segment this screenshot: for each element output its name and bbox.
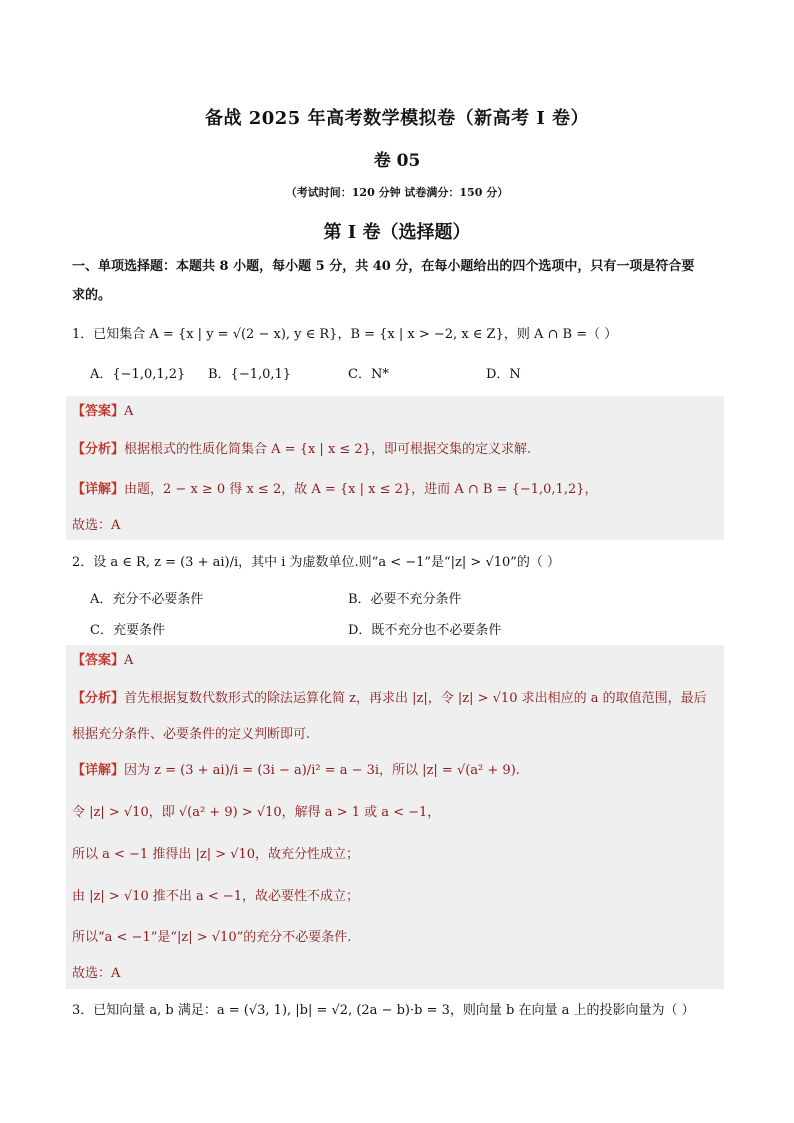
q2-detail-line-3: 所以 a < −1 推得出 |z| > √10，故充分性成立；	[72, 847, 360, 862]
q2-conclusion	[72, 965, 120, 983]
q2-conclusion-prefix: 故选：	[72, 966, 112, 981]
q2-detail-tag: 【详解】	[72, 763, 125, 778]
q1-stem: 1．已知集合 A = {x | y = √(2 − x), y ∈ R}，B = {x | x > −2, x ∈ Z}，则 A ∩ B =（ ）	[72, 327, 618, 342]
q1-option-d: D．N	[486, 367, 521, 382]
q2-conclusion-answer: A	[111, 966, 121, 981]
q1-answer-value: A	[124, 404, 134, 419]
q1-detail-tag: 【详解】	[72, 482, 125, 497]
q1-analysis-text: 根据根式的性质化简集合 A = {x | x ≤ 2}，即可根据交集的定义求解.	[124, 442, 532, 457]
q2-detail-line-1	[72, 762, 520, 780]
q2-detail-line-4: 由 |z| > √10 推不出 a < −1，故必要性不成立；	[72, 889, 360, 904]
q2-option-d: D．既不充分也不必要条件	[348, 623, 502, 638]
q2-answer-value: A	[124, 653, 134, 668]
q2-detail-line-5: 所以“a < −1”是“|z| > √10”的充分不必要条件.	[72, 930, 352, 945]
q2-answer-tag: 【答案】	[72, 653, 125, 668]
q1-detail	[72, 481, 598, 499]
q1-solution-box	[66, 396, 724, 540]
q1-conclusion-answer: A	[111, 518, 121, 533]
q1-answer-tag: 【答案】	[72, 404, 125, 419]
exam-subtitle: 卷 05	[373, 151, 421, 171]
exam-title: 备战 2025 年高考数学模拟卷（新高考 I 卷）	[204, 108, 590, 129]
q1-option-b: B．{−1,0,1}	[208, 367, 292, 382]
q1-conclusion	[72, 517, 120, 535]
q3-stem: 3．已知向量 a, b 满足：a = (√3, 1), |b| = √2, (2a − b)·b = 3，则向量 b 在向量 a 上的投影向量为（ ）	[72, 1003, 695, 1018]
q1-conclusion-prefix: 故选：	[72, 518, 112, 533]
exam-info: （考试时间：120 分钟 试卷满分：150 分）	[285, 186, 509, 199]
section-title: 第 I 卷（选择题）	[323, 222, 471, 243]
q2-detail-text-1: 因为 z = (3 + ai)/i = (3i − a)/i² = a − 3i，所以 |z| = √(a² + 9).	[124, 763, 520, 778]
q2-detail-line-2: 令 |z| > √10，即 √(a² + 9) > √10，解得 a > 1 或 a < −1，	[72, 805, 441, 820]
q2-stem: 2．设 a ∈ R, z = (3 + ai)/i，其中 i 为虚数单位.则“a < −1”是“|z| > √10”的（ ）	[72, 555, 561, 570]
q2-analysis-line-2: 根据充分条件、必要条件的定义判断即可.	[72, 727, 311, 742]
q2-analysis-text-1: 首先根据复数代数形式的除法运算化简 z，再求出 |z|，令 |z| > √10 求出相应的 a 的取值范围，最后	[124, 691, 707, 706]
q2-answer	[72, 652, 133, 670]
q2-analysis-line-1	[72, 690, 707, 708]
q1-answer	[72, 403, 133, 421]
instructions-line-1: 一、单项选择题：本题共 8 小题，每小题 5 分，共 40 分，在每小题给出的四个选项中，只有一项是符合要	[72, 259, 695, 274]
q1-analysis	[72, 441, 531, 459]
q2-option-b: B．必要不充分条件	[348, 592, 462, 607]
q2-option-a: A．充分不必要条件	[90, 592, 204, 607]
q2-analysis-tag: 【分析】	[72, 691, 125, 706]
q1-analysis-tag: 【分析】	[72, 442, 125, 457]
q2-option-c: C．充要条件	[90, 623, 165, 638]
q1-option-c: C．N*	[348, 367, 389, 382]
q1-option-a: A．{−1,0,1,2}	[90, 367, 186, 382]
instructions-line-2: 求的。	[72, 288, 112, 303]
q1-detail-text: 由题，2 − x ≥ 0 得 x ≤ 2，故 A = {x | x ≤ 2}，进而 A ∩ B = {−1,0,1,2}，	[124, 482, 598, 497]
